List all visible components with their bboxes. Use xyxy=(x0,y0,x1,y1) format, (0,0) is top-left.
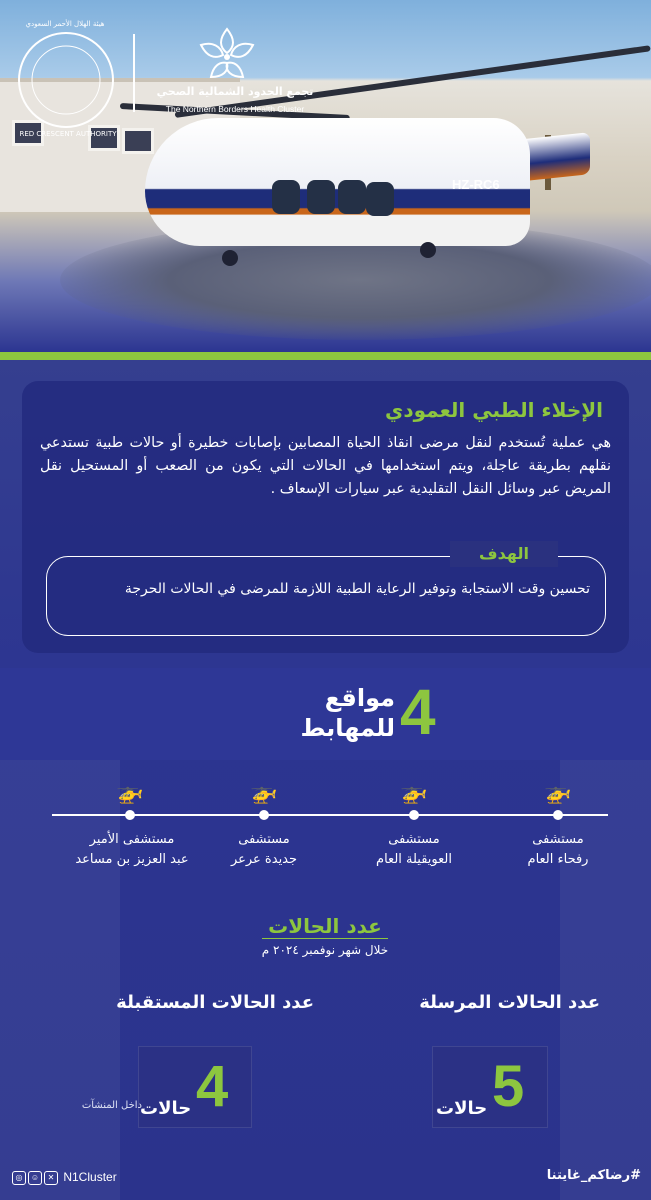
section-title: الإخلاء الطبي العمودي xyxy=(385,398,603,422)
timeline-dot xyxy=(409,810,419,820)
cluster-name-ar: تجمع الحدود الشمالية الصحي xyxy=(156,85,314,98)
cases-title-underline xyxy=(262,938,388,939)
timeline-dot xyxy=(125,810,135,820)
helicopter-window xyxy=(366,182,394,216)
hospital-line2: جديدة عرعر xyxy=(230,852,298,867)
green-divider xyxy=(0,352,651,360)
cases-title: عدد الحالات xyxy=(268,914,382,938)
helicopter-window xyxy=(338,180,366,214)
logo-divider xyxy=(133,34,135,112)
hospital-uwayqila xyxy=(339,830,489,870)
timeline-dot xyxy=(259,810,269,820)
received-cases-unit: حالات xyxy=(140,1098,192,1119)
sites-label-line2: للمهابط xyxy=(300,714,395,742)
helicopter-icon: 🚁 xyxy=(400,780,428,805)
hospital-line2: رفحاء العام xyxy=(527,852,589,867)
inside-facilities-note: داخل المنشآت xyxy=(81,1100,142,1111)
red-crescent-ar-text: هيئة الهلال الأحمر السعودي xyxy=(25,20,105,28)
timeline-dot xyxy=(553,810,563,820)
x-icon: ✕ xyxy=(44,1171,58,1185)
red-crescent-en-text: RED CRESCENT AUTHORITY xyxy=(19,130,117,138)
sent-cases-label: عدد الحالات المرسلة xyxy=(419,992,600,1013)
header-photo xyxy=(0,0,651,352)
helicopter-window xyxy=(307,180,335,214)
hospital-line1: مستشفى xyxy=(388,832,440,847)
sent-cases-count: 5 xyxy=(492,1054,525,1119)
instagram-icon: ◎ xyxy=(12,1171,26,1185)
helicopter-icon: 🚁 xyxy=(250,780,278,805)
hospital-line1: مستشفى الأمير xyxy=(89,832,175,847)
building-window xyxy=(88,125,120,151)
background-building-shape xyxy=(560,760,651,1200)
intro-description: هي عملية تُستخدم لنقل مرضى انقاذ الحياة المصابين بإصابات خطيرة أو حالات طبية تستدعي نقلهم بطريقة عاجلة، ويتم استخدامها في الحالات التي يكون من الصعب أو المستحيل نقل المريض عبر وسائل النقل التقليدية عبر سيارات الإسعاف . xyxy=(40,435,611,497)
helicopter-wheel xyxy=(420,242,436,258)
hospital-prince-abdulaziz xyxy=(52,830,212,870)
social-handle xyxy=(12,1170,117,1185)
cluster-flower-icon xyxy=(195,25,259,83)
hospital-rafha xyxy=(483,830,633,870)
background-building-shape xyxy=(0,760,120,1200)
hospital-line1: مستشفى xyxy=(532,832,584,847)
sites-timeline xyxy=(52,814,608,816)
hospital-line1: مستشفى xyxy=(238,832,290,847)
helicopter-icon: 🚁 xyxy=(116,780,144,805)
goal-label: الهدف xyxy=(450,541,558,567)
crescent-icon xyxy=(20,34,112,126)
sent-cases-unit: حالات xyxy=(436,1098,488,1119)
received-cases-count: 4 xyxy=(196,1054,229,1119)
snapchat-icon: ☺ xyxy=(28,1171,42,1185)
sites-label-line1: مواقع xyxy=(324,684,395,712)
sites-count: 4 xyxy=(400,676,436,748)
cluster-name-en: The Northern Borders Health Cluster xyxy=(165,104,305,114)
helicopter-registration: HZ-RC6 xyxy=(452,177,500,192)
hospital-line2: العويقيلة العام xyxy=(376,852,452,867)
helicopter-icon: 🚁 xyxy=(544,780,572,805)
building-window xyxy=(122,128,154,154)
handle-text: N1Cluster xyxy=(63,1170,117,1184)
helicopter-window xyxy=(272,180,300,214)
helicopter-wheel xyxy=(222,250,238,266)
footer-hashtag: #رضاكم_غايتنا xyxy=(546,1168,641,1183)
red-crescent-logo xyxy=(18,32,114,128)
hospital-line2: عبد العزيز بن مساعد xyxy=(75,852,189,867)
goal-text: تحسين وقت الاستجابة وتوفير الرعاية الطبية اللازمة للمرضى في الحالات الحرجة xyxy=(124,581,590,597)
cases-subtitle: خلال شهر نوفمبر ٢٠٢٤ م xyxy=(261,943,389,957)
received-cases-label: عدد الحالات المستقبلة xyxy=(116,992,314,1013)
